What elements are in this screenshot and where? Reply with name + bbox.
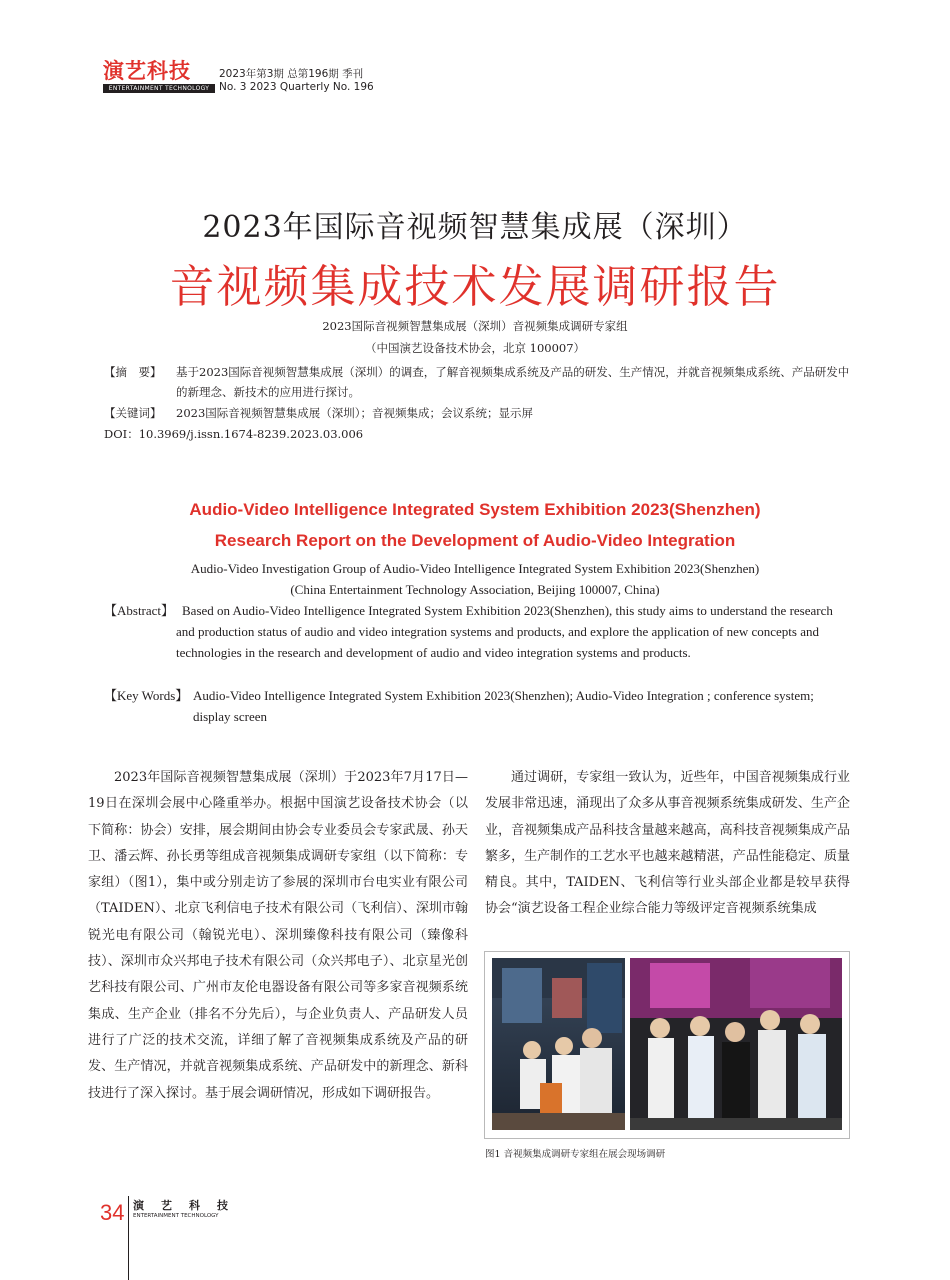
footer-journal-en: ENTERTAINMENT TECHNOLOGY: [133, 1213, 219, 1219]
footer-journal-cn: 演艺科技: [133, 1199, 245, 1212]
abstract-cn-label: 【摘 要】: [104, 365, 162, 379]
journal-logo: 演艺科技: [103, 59, 191, 83]
title-en-line2: Research Report on the Development of Audio-Video Integration: [214, 531, 736, 550]
exhibition-photo-right: [630, 958, 842, 1130]
author-cn: 2023国际音视频智慧集成展（深圳）音视频集成调研专家组: [322, 319, 628, 333]
page-number: 34: [100, 1200, 125, 1225]
title-cn-line2: 音视频集成技术发展调研报告: [169, 260, 781, 313]
body-paragraph: 2023年国际音视频智慧集成展（深圳）于2023年7月17日—19日在深圳会展中心隆重举办。根据中国演艺设备技术协会（以下简称：协会）安排，展会期间由协会专业委员会专家武晟、孙天卫、潘云辉、孙长勇等组成音视频集成调研专家组（以下简称：专家组）（图1），集中或分别走访了参展的深圳市台电实业有限公司（TAIDEN）、北京飞利信电子技术有限公司（飞利信）、深圳市翰锐光电有限公司（翰锐光电）、深圳臻像科技有限公司（臻像科技）、深圳市众兴邦电子技术有限公司（众兴邦电子）、北京星光创艺科技有限公司、广州市友伦电器设备有限公司等多家音视频系统集成、生产企业（排名不分先后），与企业负责人、产品研发人员进行了广泛的技术交流，详细了解了音视频集成系统及产品的研发、生产情况，并就音视频集成系统、产品研发中的新理念、新科技进行了深入探讨。基于展会调研情况，形成如下调研报告。: [88, 770, 468, 1101]
body-column-left: [88, 765, 468, 1107]
keywords-en: [104, 685, 844, 727]
body-paragraph: 通过调研，专家组一致认为，近些年，中国音视频集成行业发展非常迅速，涌现出了众多从事音视频系统集成研发、生产企业，音视频集成产品科技含量越来越高，高科技音视频集成产品繁多，生产制作的工艺水平也越来越精湛，产品性能稳定、质量精良。其中，TAIDEN、飞利信等行业头部企业都是较早获得协会“演艺设备工程企业综合能力等级评定音视频系统集成: [485, 770, 850, 917]
issue-info-en: No. 3 2023 Quarterly No. 196: [219, 81, 374, 93]
affiliation-en: (China Entertainment Technology Association, Beijing 100007, China): [290, 582, 660, 597]
title-cn-line1: 2023年国际音视频智慧集成展（深圳）: [202, 210, 748, 245]
abstract-en: [104, 600, 844, 663]
abstract-cn: [104, 362, 854, 402]
author-en: Audio-Video Investigation Group of Audio-Video Intelligence Integrated System Exhibition 2023(Shenzhen): [190, 561, 760, 576]
keywords-en-text: Audio-Video Intelligence Integrated System Exhibition 2023(Shenzhen); Audio-Video Integration ; conference system; display screen: [193, 688, 814, 724]
exhibition-photo-left: [492, 958, 625, 1130]
keywords-cn: [104, 403, 854, 423]
keywords-en-label: 【Key Words】: [104, 688, 189, 703]
abstract-cn-text: 基于2023国际音视频智慧集成展（深圳）的调查，了解音视频集成系统及产品的研发、生产情况，并就音视频集成系统、产品研发中的新理念、新技术的应用进行探讨。: [176, 365, 850, 399]
footer-divider: [128, 1196, 129, 1280]
keywords-cn-label: 【关键词】: [104, 406, 162, 420]
keywords-cn-text: 2023国际音视频智慧集成展（深圳）；音视频集成；会议系统；显示屏: [176, 406, 534, 420]
abstract-en-text: Based on Audio-Video Intelligence Integrated System Exhibition 2023(Shenzhen), this study aims to understand the research and production status of audio and video integration systems and products, and explore the application of new concepts and technologies in the research and development of audio and video integration systems and products.: [176, 603, 833, 660]
affiliation-cn: （中国演艺设备技术协会，北京 100007）: [364, 341, 586, 355]
figure-caption: 图1 音视频集成调研专家组在展会现场调研: [485, 1149, 666, 1160]
doi: DOI：10.3969/j.issn.1674-8239.2023.03.006: [104, 427, 364, 441]
journal-logo-english: ENTERTAINMENT TECHNOLOGY: [103, 84, 215, 93]
abstract-en-label: 【Abstract】: [104, 603, 175, 618]
body-column-right: [485, 765, 850, 923]
title-en-line1: Audio-Video Intelligence Integrated System Exhibition 2023(Shenzhen): [189, 500, 761, 519]
issue-info-cn: 2023年第3期 总第196期 季刊: [219, 68, 364, 80]
